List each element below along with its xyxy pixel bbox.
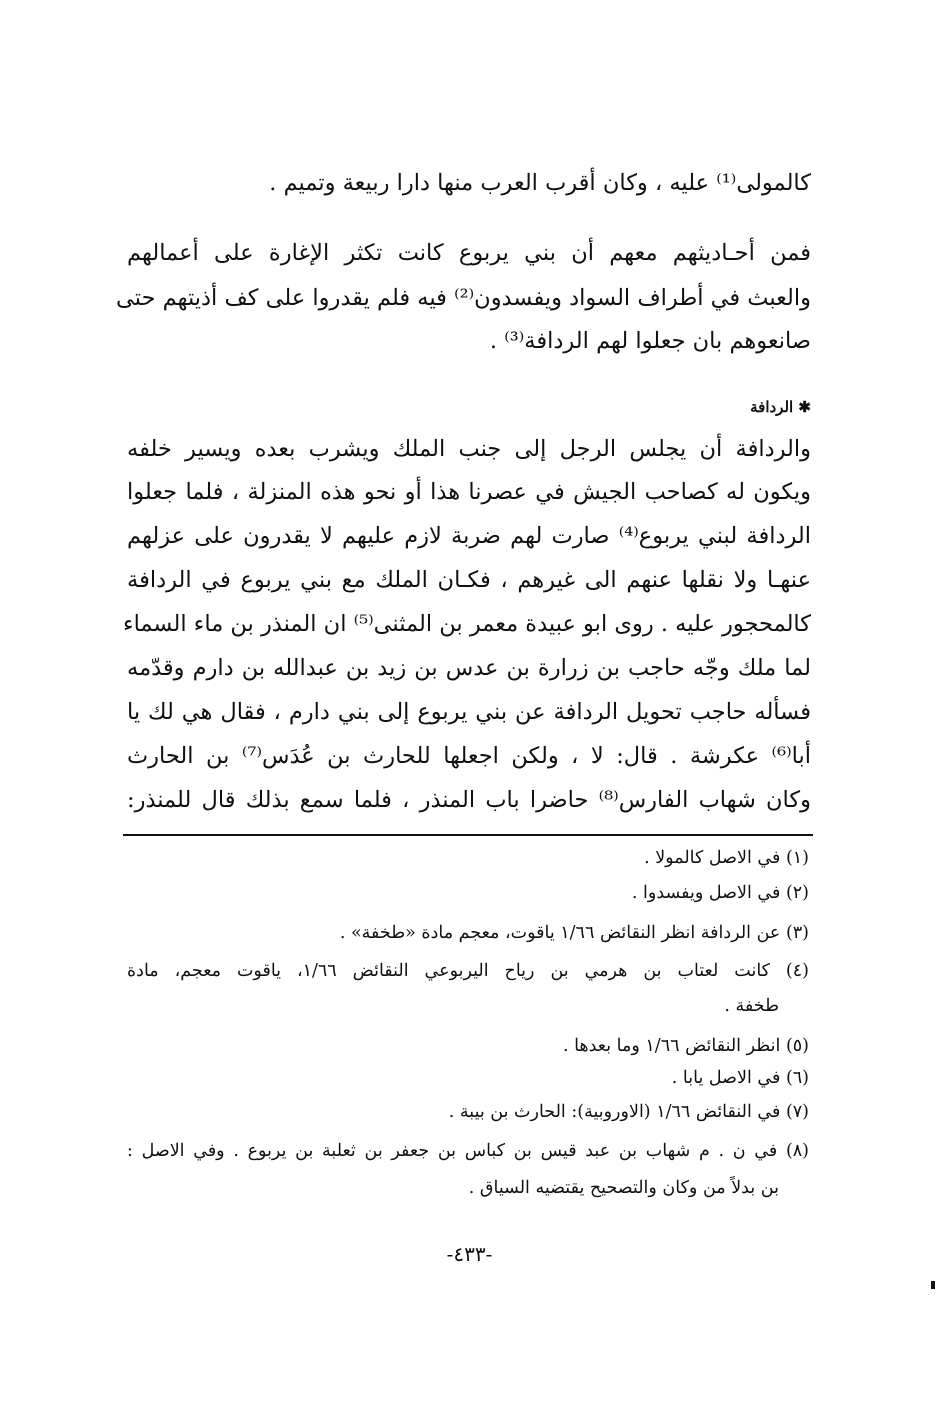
footnote-text: في النقائض ١/٦٦ (الاوروبية): الحارث بن بيبة . [448, 1102, 781, 1122]
intro-line: كالمولى⁽¹⁾ عليه ، وكان أقرب العرب منها دارا ربيعة وتميم . [269, 170, 811, 196]
footnote-7 [127, 1104, 809, 1122]
footnote-separator [123, 834, 813, 836]
paragraph2-line-8: أبا⁽⁶⁾ عكرشة . قال: لا ، ولكن اجعلها للحارث بن عُدَس⁽⁷⁾ بن الحارث [127, 743, 811, 769]
footnote-text: انظر النقائض ١/٦٦ وما بعدها . [562, 1036, 781, 1056]
paragraph1-line-2: والعبث في أطراف السواد ويفسدون⁽²⁾ فيه فلم يقدروا على كف أذيتهم حتى [116, 285, 811, 311]
footnote-marker: (٧) [785, 1102, 809, 1122]
footnote-5 [127, 1038, 809, 1056]
footnote-3 [127, 925, 809, 943]
footnote-text: في الاصل يابا . [671, 1068, 781, 1088]
footnote-8 [127, 1143, 809, 1161]
footnote-marker: (٨) [785, 1141, 809, 1161]
footnote-marker: (١) [785, 848, 809, 868]
footnote-4-continuation: طخفة . [724, 996, 779, 1016]
footnote-text: في الاصل ويفسدوا . [631, 883, 781, 903]
paragraph1-line-3: صانعوهم بان جعلوا لهم الردافة⁽³⁾ . [489, 328, 811, 354]
footnote-4 [127, 963, 809, 981]
page-number: -٤٣٣- [446, 1242, 493, 1266]
footnote-text: في الاصل كالمولا . [644, 848, 781, 868]
section-heading: ✱ الردافة [750, 398, 811, 416]
paragraph2-line-3: الردافة لبني يربوع⁽⁴⁾ صارت لهم ضربة لازم عليهم لا يقدرون على عزلهم [127, 523, 811, 549]
footnote-text: عن الردافة انظر النقائض ١/٦٦ ياقوت، معجم مادة «طخفة» . [339, 923, 781, 943]
paragraph2-line-4: عنهـا ولا نقلها عنهم الى غيرهم ، فكـان الملك مع بني يربوع في الردافة [127, 567, 811, 593]
footnote-marker: (٦) [785, 1068, 809, 1088]
paragraph1-line-1: فمن أحـاديثهم معهم أن بني يربوع كانت تكثر الإغارة على أعمالهم [127, 240, 811, 266]
footnote-marker: (٥) [785, 1036, 809, 1056]
footnote-marker: (٣) [785, 923, 809, 943]
footnote-6 [127, 1070, 809, 1088]
footnote-2 [127, 885, 809, 903]
paragraph2-line-1: والردافة أن يجلس الرجل إلى جنب الملك ويشرب بعده ويسير خلفه [127, 436, 811, 462]
footnote-8-continuation: بن بدلاً من وكان والتصحيح يقتضيه السياق . [468, 1178, 779, 1198]
paragraph2-line-6: لما ملك وجّه حاجب بن زرارة بن عدس بن زيد بن عبدالله بن دارم وقدّمه [127, 655, 811, 681]
footnote-text: في ن . م شهاب بن عبد قيس بن كباس بن جعفر بن ثعلبة بن يربوع . وفي الاصل : [127, 1141, 778, 1161]
scan-mark [931, 1281, 935, 1289]
paragraph2-line-9: وكان شهاب الفارس⁽⁸⁾ حاضرا باب المنذر ، فلما سمع بذلك قال للمنذر: [127, 787, 811, 813]
footnote-text: كانت لعتاب بن هرمي بن رياح اليربوعي النقائض ١/٦٦، ياقوت معجم، مادة [127, 961, 770, 981]
paragraph2-line-2: ويكون له كصاحب الجيش في عصرنا هذا أو نحو هذه المنزلة ، فلما جعلوا [127, 479, 811, 505]
paragraph2-line-7: فسأله حاجب تحويل الردافة عن بني يربوع إلى بني دارم ، فقال هي لك يا [127, 699, 811, 725]
footnote-marker: (٤) [785, 961, 809, 981]
paragraph2-line-5: كالمحجور عليه . روى ابو عبيدة معمر بن المثنى⁽⁵⁾ ان المنذر بن ماء السماء [122, 611, 811, 637]
footnote-marker: (٢) [785, 883, 809, 903]
footnote-1 [127, 850, 809, 868]
